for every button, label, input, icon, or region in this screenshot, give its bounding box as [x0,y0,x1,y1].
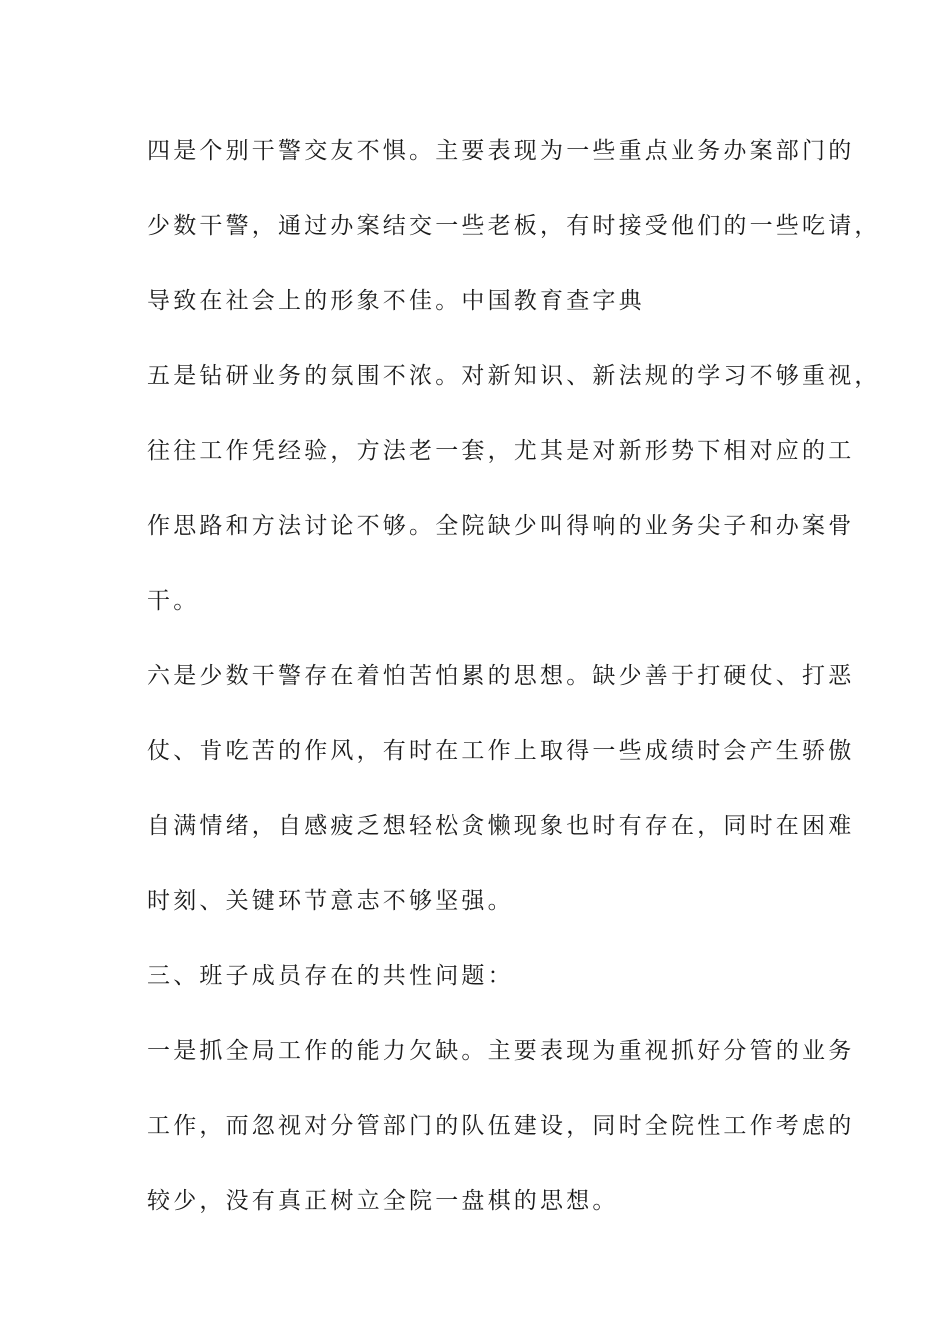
paragraph-6-line-2: 仗、肯吃苦的作风，有时在工作上取得一些成绩时会产生骄傲 [147,738,855,764]
paragraph-1-line-1: 一是抓全局工作的能力欠缺。主要表现为重视抓好分管的业务 [147,1038,855,1064]
paragraph-1-line-2: 工作，而忽视对分管部门的队伍建设，同时全院性工作考虑的 [147,1113,855,1139]
paragraph-5-line-3: 作思路和方法讨论不够。全院缺少叫得响的业务尖子和办案骨 [147,513,855,539]
paragraph-5-line-1: 五是钻研业务的氛围不浓。对新知识、新法规的学习不够重视， [147,363,881,389]
paragraph-6-line-4: 时刻、关键环节意志不够坚强。 [147,888,514,914]
paragraph-5-line-2: 往往工作凭经验，方法老一套，尤其是对新形势下相对应的工 [147,438,855,464]
paragraph-4-line-1: 四是个别干警交友不惧。主要表现为一些重点业务办案部门的 [147,138,855,164]
paragraph-5-line-4: 干。 [147,588,200,614]
paragraph-6-line-3: 自满情绪，自感疲乏想轻松贪懒现象也时有存在，同时在困难 [147,813,855,839]
paragraph-1-line-3: 较少，没有真正树立全院一盘棋的思想。 [147,1188,619,1214]
paragraph-4-line-2: 少数干警，通过办案结交一些老板，有时接受他们的一些吃请， [147,213,881,239]
section-heading: 三、班子成员存在的共性问题： [147,963,514,989]
paragraph-6-line-1: 六是少数干警存在着怕苦怕累的思想。缺少善于打硬仗、打恶 [147,663,855,689]
paragraph-4-line-3: 导致在社会上的形象不佳。中国教育查字典 [147,288,645,314]
